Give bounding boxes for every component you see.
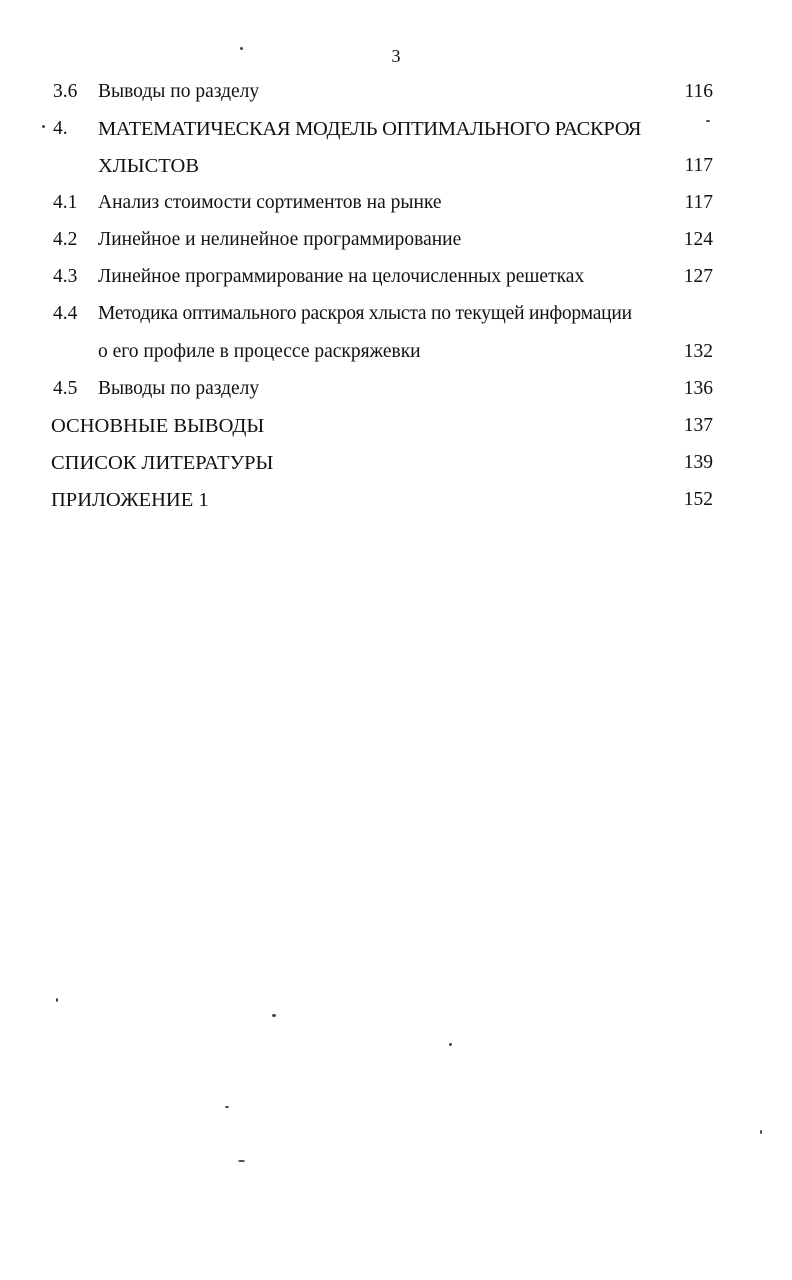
toc-entry-page: 117 xyxy=(684,155,713,176)
toc-entry-title: МАТЕМАТИЧЕСКАЯ МОДЕЛЬ ОПТИМАЛЬНОГО РАСКРОЯ xyxy=(98,118,642,140)
page-number: 3 xyxy=(391,46,401,66)
toc-entry-title: Методика оптимального раскроя хлыста по текущей информации xyxy=(98,303,632,324)
toc-entry-title: Линейное программирование на целочисленных решетках xyxy=(98,266,585,287)
toc-entry-title: ПРИЛОЖЕНИЕ 1 xyxy=(51,489,209,511)
toc-entry-number: 4.2 xyxy=(53,229,78,250)
scan-speck xyxy=(240,47,243,50)
toc-entry-page: 137 xyxy=(683,415,713,436)
scan-speck xyxy=(56,998,58,1002)
scan-speck xyxy=(449,1043,452,1046)
toc-entry-page: 152 xyxy=(683,489,713,510)
toc-entry-title: Выводы по разделу xyxy=(98,378,260,399)
scan-speck xyxy=(225,1106,229,1108)
toc-entry-title: СПИСОК ЛИТЕРАТУРЫ xyxy=(51,452,274,474)
scan-speck xyxy=(238,1160,245,1162)
toc-entry-title: Линейное и нелинейное программирование xyxy=(98,229,462,250)
toc-entry-page: 116 xyxy=(684,81,713,102)
toc-entry-page: 132 xyxy=(683,341,713,362)
toc-entry-page: 139 xyxy=(683,452,713,473)
toc-entry-title-cont: ХЛЫСТОВ xyxy=(98,155,199,177)
toc-entry-page: 124 xyxy=(683,229,713,250)
toc-entry-title-cont: о его профиле в процессе раскряжевки xyxy=(98,341,421,362)
scan-speck xyxy=(42,125,45,128)
toc-entry-number: 4. xyxy=(53,118,68,139)
toc-entry-number: 4.1 xyxy=(53,192,78,213)
toc-entry-number: 3.6 xyxy=(53,81,78,102)
scan-speck xyxy=(272,1014,276,1017)
toc-entry-page: 136 xyxy=(683,378,713,399)
toc-entry-title: Выводы по разделу xyxy=(98,81,260,102)
scan-speck xyxy=(706,120,710,122)
toc-entry-title: Анализ стоимости сортиментов на рынке xyxy=(98,192,442,213)
scan-speck xyxy=(760,1130,762,1134)
toc-entry-page: 117 xyxy=(684,192,713,213)
toc-entry-number: 4.4 xyxy=(53,303,78,324)
toc-entry-number: 4.5 xyxy=(53,378,78,399)
toc-entry-page: 127 xyxy=(683,266,713,287)
toc-entry-title: ОСНОВНЫЕ ВЫВОДЫ xyxy=(51,415,265,437)
toc-entry-number: 4.3 xyxy=(53,266,78,287)
